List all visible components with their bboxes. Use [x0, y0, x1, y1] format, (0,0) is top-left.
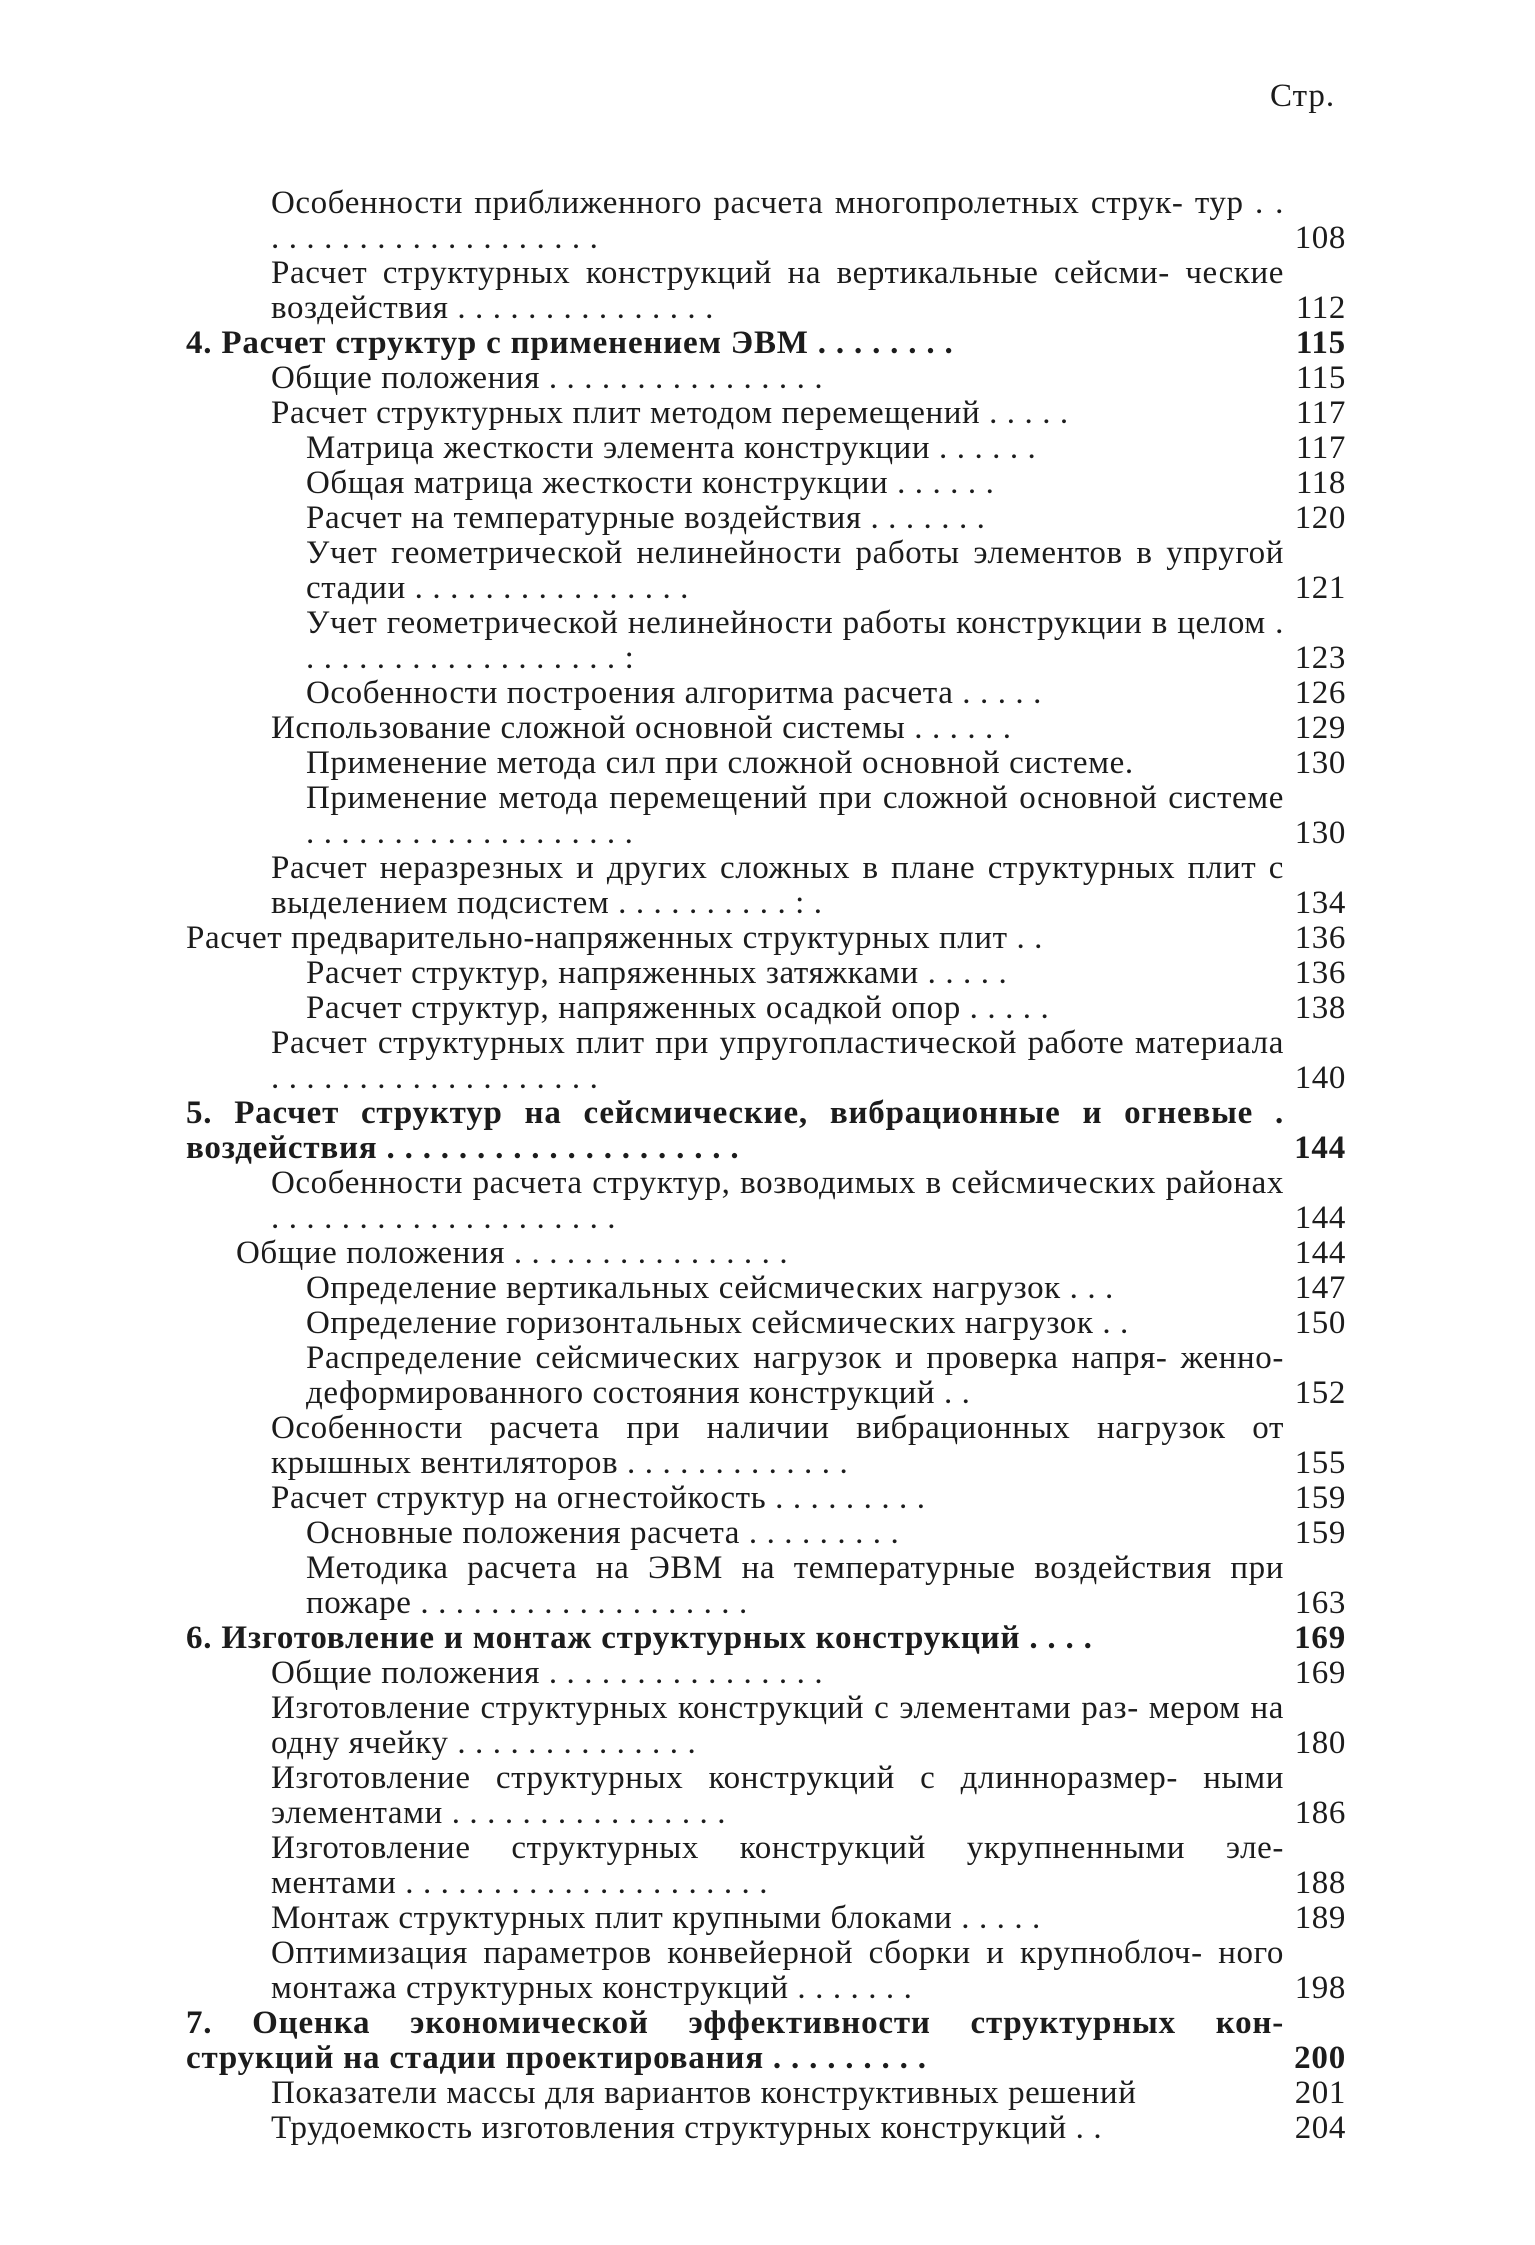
- toc-entry: [186, 1341, 1346, 1411]
- toc-entry-title: Распределение сейсмических нагрузок и проверка напря- женно-деформированного состояния конструкций . .: [306, 1340, 1284, 1411]
- toc-entry: [186, 1236, 1346, 1271]
- toc-entry-page: 204: [1294, 2110, 1346, 2146]
- toc-entry-page: 130: [1294, 745, 1346, 781]
- toc-entry-page: 138: [1294, 990, 1346, 1026]
- toc-entry-title: Использование сложной основной системы . . . . . .: [271, 710, 1012, 746]
- toc-entry-page: 155: [1294, 1445, 1346, 1481]
- toc-entry-title: Определение вертикальных сейсмических нагрузок . . .: [306, 1270, 1114, 1306]
- toc-entry-page: 129: [1294, 710, 1346, 746]
- toc-entry-page: 112: [1295, 290, 1346, 326]
- toc-entry-title: Учет геометрической нелинейности работы элементов в упругой стадии . . . . . . . . . . . . . . . .: [306, 535, 1284, 606]
- toc-entry-page: 144: [1294, 1130, 1346, 1166]
- toc-entry-page: 144: [1294, 1235, 1346, 1271]
- toc-entry-title: Методика расчета на ЭВМ на температурные воздействия при пожаре . . . . . . . . . . . . . . . . . . .: [306, 1550, 1284, 1621]
- toc-entry: [186, 1481, 1346, 1516]
- toc-entry-title: Изготовление структурных конструкций с элементами раз- мером на одну ячейку . . . . . . . . . . . . . .: [271, 1690, 1284, 1761]
- toc-entry-title: Расчет структурных плит методом перемещений . . . . .: [271, 395, 1069, 431]
- toc-entry-title: Особенности расчета при наличии вибрационных нагрузок от крышных вентиляторов . . . . . . . . . . . . .: [271, 1410, 1284, 1481]
- toc-entry: [186, 1761, 1346, 1831]
- toc-entry: [186, 1691, 1346, 1761]
- toc-entry: [186, 1656, 1346, 1691]
- toc-entry-title: Применение метода сил при сложной основной системе.: [306, 745, 1134, 781]
- toc-entry-title: 5. Расчет структур на сейсмические, вибрационные и огневые . воздействия . . . . . . . . . . . . . . . . . . . .: [186, 1095, 1284, 1166]
- toc-entry-title: Учет геометрической нелинейности работы конструкции в целом . . . . . . . . . . . . . . . . . . . :: [306, 605, 1284, 676]
- toc-entry-page: 169: [1294, 1655, 1346, 1691]
- toc-entry-title: Особенности расчета структур, возводимых в сейсмических районах . . . . . . . . . . . . . . . . . . . .: [271, 1165, 1284, 1236]
- toc-entry-title: Основные положения расчета . . . . . . . . .: [306, 1515, 900, 1551]
- toc-entry-title: Расчет структурных плит при упругопластической работе материала . . . . . . . . . . . . . . . . . . .: [271, 1025, 1284, 1096]
- toc-entry-page: 126: [1294, 675, 1346, 711]
- toc-entry: [186, 501, 1346, 536]
- toc-entry: [186, 396, 1346, 431]
- toc-entry-page: 140: [1294, 1060, 1346, 1096]
- toc-entry-page: 136: [1294, 955, 1346, 991]
- toc-entry-page: 188: [1294, 1865, 1346, 1901]
- toc-entry-page: 186: [1294, 1795, 1346, 1831]
- toc-entry-title: 4. Расчет структур с применением ЭВМ . . . . . . . .: [186, 325, 954, 361]
- toc-entry-page: 118: [1295, 465, 1346, 501]
- toc-entry-title: Монтаж структурных плит крупными блоками . . . . .: [271, 1900, 1041, 1936]
- toc-entry-title: Расчет на температурные воздействия . . . . . . .: [306, 500, 986, 536]
- toc-entry-title: Расчет структурных конструкций на вертикальные сейсми- ческие воздействия . . . . . . . . . . . . . . .: [271, 255, 1284, 326]
- toc-entry: [186, 466, 1346, 501]
- toc-entry-title: Общие положения . . . . . . . . . . . . . . . .: [271, 360, 824, 396]
- toc-entry-title: Расчет предварительно-напряженных структурных плит . .: [186, 920, 1044, 956]
- toc-entry: [186, 1026, 1346, 1096]
- toc-entry: [186, 1901, 1346, 1936]
- toc-entry-page: 200: [1294, 2040, 1346, 2076]
- toc-entry: [186, 1411, 1346, 1481]
- toc-entry: [186, 781, 1346, 851]
- toc-entry: [186, 956, 1346, 991]
- toc-entry-title: Особенности построения алгоритма расчета . . . . .: [306, 675, 1042, 711]
- toc-entry: [186, 606, 1346, 676]
- toc-entry: [186, 1551, 1346, 1621]
- toc-entry-title: Общие положения . . . . . . . . . . . . . . . .: [236, 1235, 789, 1271]
- toc-entry: [186, 1516, 1346, 1551]
- toc-entry: [186, 851, 1346, 921]
- toc-entry: [186, 2111, 1346, 2146]
- table-of-contents: [186, 186, 1346, 2146]
- toc-entry: [186, 1936, 1346, 2006]
- toc-entry: [186, 186, 1346, 256]
- toc-entry-page: 152: [1294, 1375, 1346, 1411]
- toc-entry-title: 7. Оценка экономической эффективности структурных кон- струкций на стадии проектирования . . . . . . . . .: [186, 2005, 1284, 2076]
- toc-entry-page: 123: [1294, 640, 1346, 676]
- toc-entry: [186, 1096, 1346, 1166]
- toc-entry-title: Изготовление структурных конструкций укрупненными эле- ментами . . . . . . . . . . . . . . . . . . . . .: [271, 1830, 1284, 1901]
- toc-entry-title: Матрица жесткости элемента конструкции . . . . . .: [306, 430, 1037, 466]
- toc-entry-page: 134: [1294, 885, 1346, 921]
- toc-entry-page: 120: [1294, 500, 1346, 536]
- page-column-header: Стр.: [1270, 78, 1336, 114]
- toc-entry-page: 150: [1294, 1305, 1346, 1341]
- toc-entry-page: 180: [1294, 1725, 1346, 1761]
- toc-entry: [186, 1306, 1346, 1341]
- toc-entry-page: 136: [1294, 920, 1346, 956]
- toc-entry: [186, 991, 1346, 1026]
- toc-entry: [186, 2076, 1346, 2111]
- toc-entry: [186, 711, 1346, 746]
- toc-entry: [186, 676, 1346, 711]
- toc-entry: [186, 326, 1346, 361]
- toc-entry-page: 147: [1294, 1270, 1346, 1306]
- toc-entry-title: Расчет структур, напряженных осадкой опор . . . . .: [306, 990, 1050, 1026]
- toc-entry-page: 121: [1294, 570, 1346, 606]
- toc-entry-page: 159: [1294, 1480, 1346, 1516]
- toc-entry-title: Изготовление структурных конструкций с длинноразмер- ными элементами . . . . . . . . . . . . . . . .: [271, 1760, 1284, 1831]
- toc-entry-page: 117: [1295, 430, 1346, 466]
- toc-entry-page: 130: [1294, 815, 1346, 851]
- toc-entry: [186, 536, 1346, 606]
- toc-entry-title: Оптимизация параметров конвейерной сборки и крупноблоч- ного монтажа структурных конструкций . . . . . . .: [271, 1935, 1284, 2006]
- toc-entry-page: 108: [1294, 220, 1346, 256]
- toc-entry-title: Расчет неразрезных и других сложных в плане структурных плит с выделением подсистем . . . . . . . . . . : .: [271, 850, 1284, 921]
- toc-entry-page: 201: [1294, 2075, 1346, 2111]
- toc-entry-page: 159: [1294, 1515, 1346, 1551]
- toc-entry: [186, 1621, 1346, 1656]
- toc-entry: [186, 746, 1346, 781]
- toc-entry-page: 169: [1294, 1620, 1346, 1656]
- toc-entry: [186, 1271, 1346, 1306]
- toc-entry-title: Определение горизонтальных сейсмических нагрузок . .: [306, 1305, 1129, 1341]
- toc-entry-title: Применение метода перемещений при сложной основной системе . . . . . . . . . . . . . . . . . . .: [306, 780, 1284, 851]
- toc-entry-page: 115: [1295, 325, 1346, 361]
- toc-entry: [186, 921, 1346, 956]
- toc-entry-title: Особенности приближенного расчета многопролетных струк- тур . . . . . . . . . . . . . . . . . . . . .: [271, 185, 1284, 256]
- toc-entry: [186, 361, 1346, 396]
- toc-entry: [186, 1166, 1346, 1236]
- toc-entry-page: 198: [1294, 1970, 1346, 2006]
- toc-entry-title: Трудоемкость изготовления структурных конструкций . .: [271, 2110, 1103, 2146]
- toc-entry: [186, 256, 1346, 326]
- toc-entry-page: 115: [1295, 360, 1346, 396]
- toc-entry-title: Расчет структур на огнестойкость . . . . . . . . .: [271, 1480, 926, 1516]
- toc-entry-page: 117: [1295, 395, 1346, 431]
- toc-entry: [186, 2006, 1346, 2076]
- toc-entry-page: 144: [1294, 1200, 1346, 1236]
- toc-entry-title: Расчет структур, напряженных затяжками . . . . .: [306, 955, 1008, 991]
- toc-entry: [186, 431, 1346, 466]
- toc-entry-page: 163: [1294, 1585, 1346, 1621]
- toc-entry-title: Общая матрица жесткости конструкции . . . . . .: [306, 465, 995, 501]
- toc-entry-page: 189: [1294, 1900, 1346, 1936]
- toc-entry-title: Показатели массы для вариантов конструктивных решений: [271, 2075, 1137, 2111]
- toc-entry-title: 6. Изготовление и монтаж структурных конструкций . . . .: [186, 1620, 1093, 1656]
- toc-entry: [186, 1831, 1346, 1901]
- toc-entry-title: Общие положения . . . . . . . . . . . . . . . .: [271, 1655, 824, 1691]
